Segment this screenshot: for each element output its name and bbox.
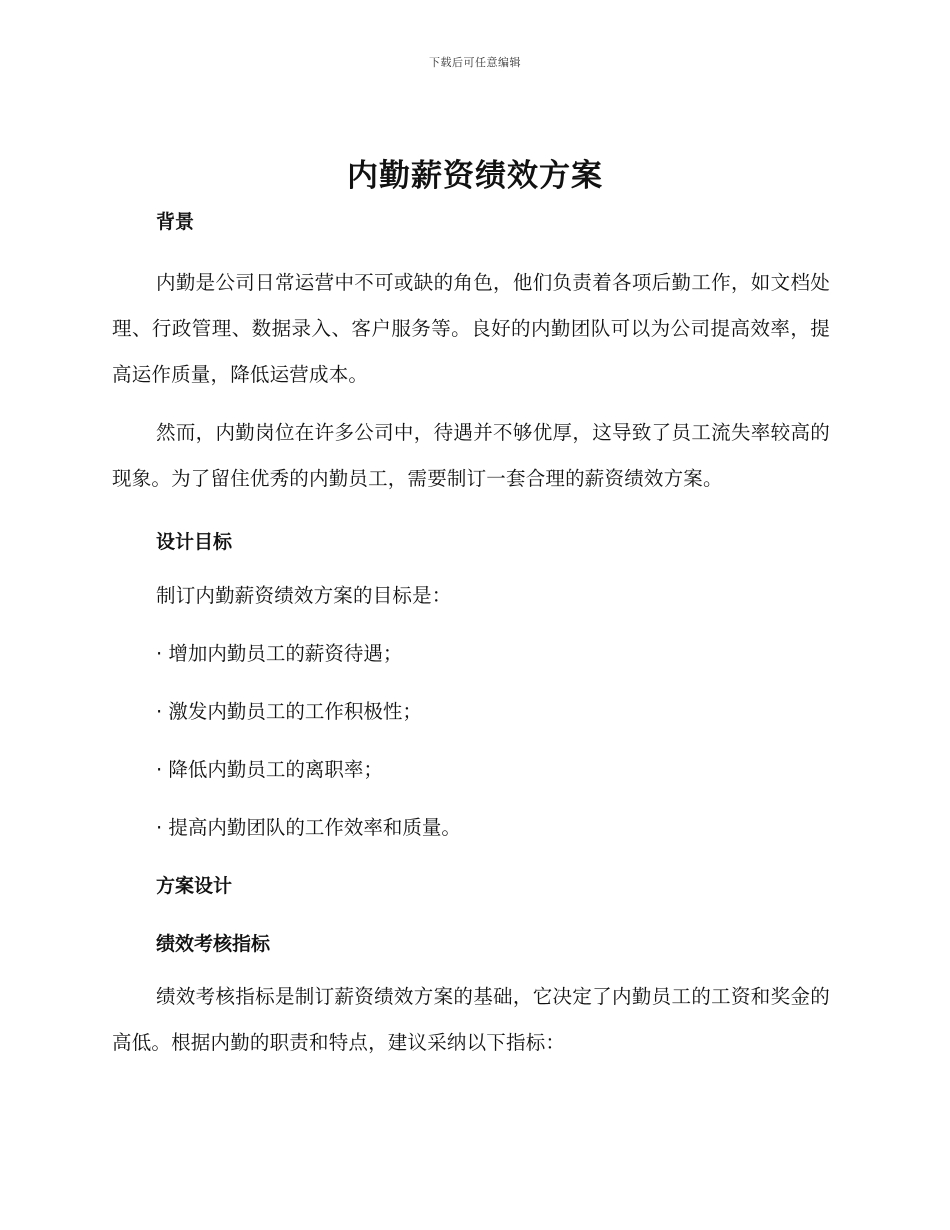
section-heading-design: 方案设计 xyxy=(156,875,233,897)
list-item: · 降低内勤员工的离职率； xyxy=(156,758,383,781)
section-heading-goals: 设计目标 xyxy=(156,531,233,553)
document-body xyxy=(112,204,830,1066)
document-title: 内勤薪资绩效方案 xyxy=(347,158,603,194)
sub-heading-kpi: 绩效考核指标 xyxy=(156,933,271,955)
paragraph-goals-intro: 制订内勤薪资绩效方案的目标是： xyxy=(156,584,452,607)
paragraph-kpi: 绩效考核指标是制订薪资绩效方案的基础，它决定了内勤员工的工资和奖金的高低。根据内勤的职责和特点，建议采纳以下指标： xyxy=(112,985,830,1054)
paragraph-background-2: 然而，内勤岗位在许多公司中，待遇并不够优厚，这导致了员工流失率较高的现象。为了留住优秀的内勤员工，需要制订一套合理的薪资绩效方案。 xyxy=(112,421,830,490)
list-item: · 提高内勤团队的工作效率和质量。 xyxy=(156,816,461,839)
header-note: 下载后可任意编辑 xyxy=(429,56,521,69)
list-item: · 激发内勤员工的工作积极性； xyxy=(156,700,422,723)
paragraph-background-1: 内勤是公司日常运营中不可或缺的角色，他们负责着各项后勤工作，如文档处理、行政管理、数据录入、客户服务等。良好的内勤团队可以为公司提高效率，提高运作质量，降低运营成本。 xyxy=(112,271,830,386)
list-item: · 增加内勤员工的薪资待遇； xyxy=(156,642,403,665)
section-heading-background: 背景 xyxy=(156,211,195,233)
